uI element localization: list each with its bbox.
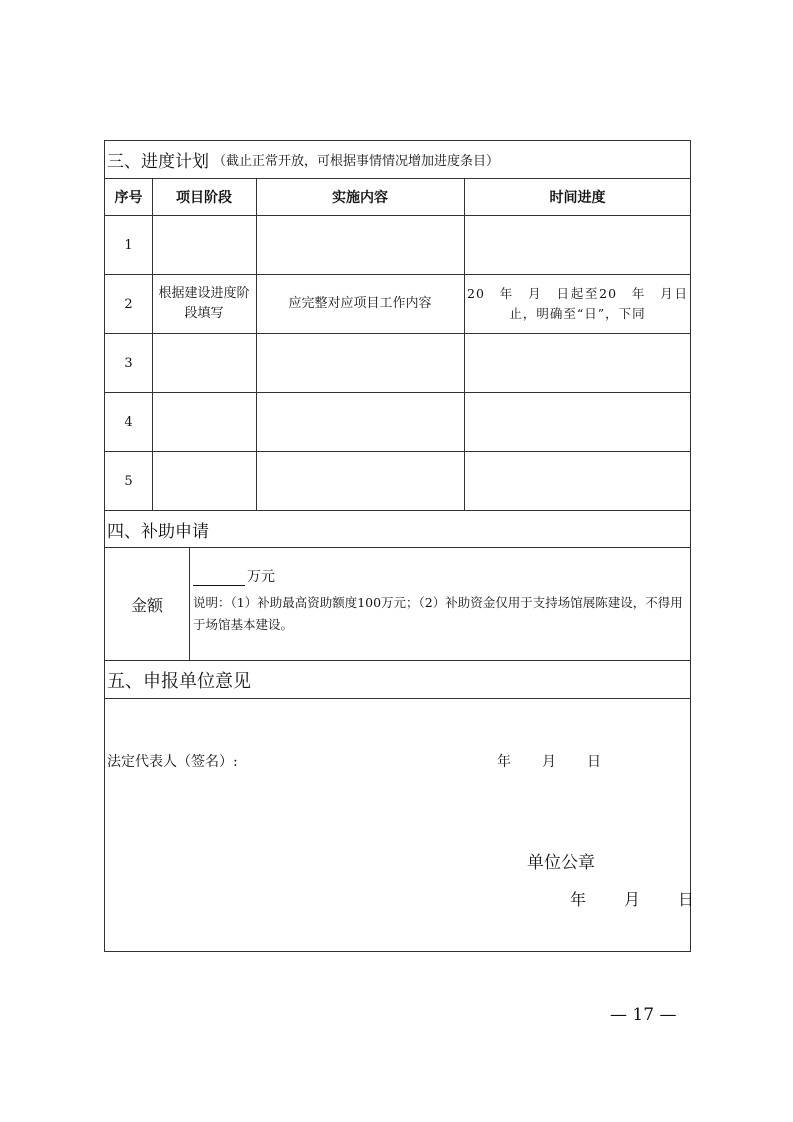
row-content[interactable] [256,393,464,451]
row-time[interactable] [464,393,691,451]
amount-row [105,548,690,661]
row-number: 1 [124,237,133,253]
unit-seal: 单位公章 [527,853,595,873]
amount-label: 金额 [130,595,163,615]
row-time[interactable] [464,452,691,510]
row-stage[interactable] [152,216,256,274]
table-header-row [105,179,690,216]
table-row [105,393,690,452]
section3-title [107,141,499,178]
table-divider [464,179,465,511]
page-number: — 17 — [610,1005,677,1025]
table-row [105,275,690,334]
application-form [104,140,697,952]
section3-title-text: 三、进度计划 [107,152,209,172]
amount-unit: 万元 [247,569,275,585]
section5-title: 五、申报单位意见 [107,670,251,692]
legal-rep-signature[interactable]: 法定代表人（签名）: [107,754,238,770]
row-time[interactable] [464,216,691,274]
section3-header-row [105,141,690,179]
amount-content [193,566,686,636]
row-stage[interactable] [152,452,256,510]
amount-note: 说明：（1）补助最高资助额度100万元；（2）补助资金仅用于支持场馆展陈建设，不得用于场馆基本建设。 [193,595,683,632]
signature-date[interactable]: 年 月 日 [497,754,602,770]
header-no: 序号 [114,190,143,206]
row-stage[interactable] [152,393,256,451]
header-content: 实施内容 [332,190,388,206]
row-content[interactable] [256,334,464,392]
row-content[interactable] [256,452,464,510]
row-stage[interactable] [152,334,256,392]
row-content[interactable]: 应完整对应项目工作内容 [288,296,432,311]
section4-title: 四、补助申请 [107,521,209,542]
row-time[interactable] [464,334,691,392]
row-number: 3 [124,355,133,371]
row-stage[interactable]: 根据建设进度阶段填写 [158,286,250,321]
table-row [105,452,690,511]
row-number: 4 [124,414,133,430]
section3-note: （截止正常开放，可根据事情情况增加进度条目） [213,154,500,169]
amount-line [193,566,686,586]
header-stage: 项目阶段 [176,190,232,206]
header-time: 时间进度 [549,190,606,206]
row-number: 2 [124,296,133,312]
table-divider [256,179,257,511]
amount-divider [189,548,190,660]
table-row [105,334,690,393]
row-number: 5 [124,473,133,489]
section5-header-row [105,661,690,699]
section4-header-row [105,511,690,548]
row-time[interactable]: 20 年 月 日起至20 年 月日止，明确至“日”，下同 [467,286,688,321]
row-content[interactable] [256,216,464,274]
table-divider [152,179,153,511]
amount-input[interactable] [193,571,245,586]
table-row [105,216,690,275]
seal-date[interactable]: 年 月 日 [570,890,697,909]
